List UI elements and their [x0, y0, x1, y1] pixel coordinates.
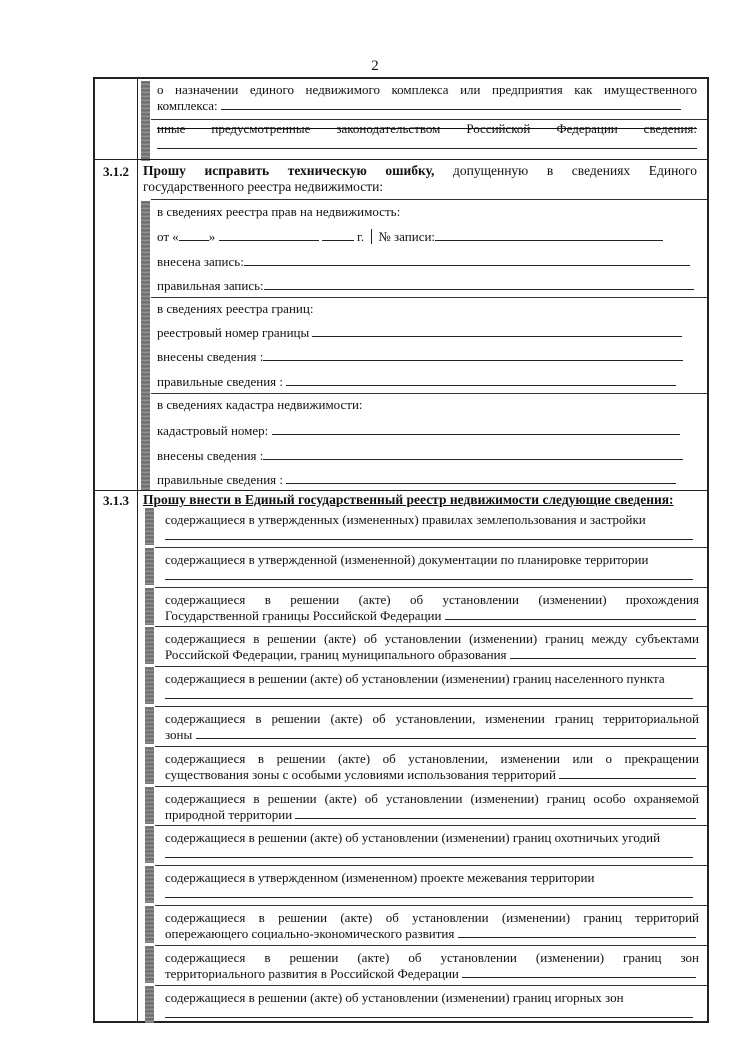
- item-line2: Государственной границы Российской Федерации: [165, 608, 696, 624]
- item-line1: содержащиеся в решении (акте) об установлении (изменении) границ охотничьих угодий: [165, 830, 661, 845]
- row-divider: [155, 825, 707, 826]
- borders-entered: внесены сведения :: [157, 349, 683, 365]
- section-number-3-1-2: 3.1.2: [103, 164, 129, 179]
- scan-strip: [145, 946, 154, 983]
- row-divider: [155, 865, 707, 866]
- scan-strip: [145, 707, 154, 744]
- row-divider: [155, 706, 707, 707]
- item-line1: содержащиеся в решении (акте) об установлении (изменении) границ игорных зон: [165, 990, 624, 1005]
- scan-strip: [145, 667, 154, 704]
- row-divider: [155, 666, 707, 667]
- row-divider: [151, 297, 707, 298]
- scan-strip: [145, 627, 154, 664]
- cadastre-entered: внесены сведения :: [157, 448, 683, 464]
- item-line2: [165, 528, 693, 544]
- section-divider: [95, 490, 707, 491]
- item-line1: содержащиеся в решении (акте) об установлении, изменении или о прекращении: [165, 751, 699, 766]
- scan-strip: [145, 986, 154, 1023]
- cadastre-heading: в сведениях кадастра недвижимости:: [157, 397, 363, 412]
- top-item2: иные предусмотренные законодательством Российской Федерации сведения:: [157, 121, 697, 136]
- item-line2: зоны: [165, 727, 696, 743]
- rights-date-row: от « » г. № записи:: [157, 229, 663, 245]
- section-3-1-2-title: Прошу исправить техническую ошибку, допущенную в сведениях Единого государственного реестра недвижимости:: [143, 163, 697, 194]
- item-line1: содержащиеся в утвержденном (измененном) проекте межевания территории: [165, 870, 595, 885]
- section-divider: [95, 159, 707, 160]
- row-divider: [155, 945, 707, 946]
- item-line1: содержащиеся в утвержденной (измененной) документации по планировке территории: [165, 552, 649, 567]
- rights-entered: внесена запись:: [157, 254, 690, 270]
- record-number-label: № записи:: [371, 229, 435, 244]
- scan-strip: [145, 906, 154, 943]
- top-item1-line2: комплекса:: [157, 98, 681, 114]
- cadastre-number: кадастровый номер:: [157, 423, 680, 439]
- item-line2: [165, 886, 693, 902]
- scan-strip: [141, 81, 150, 161]
- section-number-3-1-3: 3.1.3: [103, 493, 129, 508]
- number-column-divider: [137, 79, 138, 1021]
- scan-strip: [145, 508, 154, 545]
- item-line2: [165, 687, 693, 703]
- row-divider: [151, 119, 707, 120]
- scan-strip: [145, 588, 154, 625]
- item-line1: содержащиеся в решении (акте) об установлении (изменении) границ зон: [165, 950, 699, 965]
- rights-correct: правильная запись:: [157, 278, 694, 294]
- scan-strip: [145, 787, 154, 824]
- scan-strip: [145, 826, 154, 863]
- rights-heading: в сведениях реестра прав на недвижимость:: [157, 204, 401, 219]
- item-line1: содержащиеся в решении (акте) об установлении (изменении) границ между субъектами: [165, 631, 699, 646]
- top-item2-blank: [157, 137, 697, 153]
- row-divider: [155, 905, 707, 906]
- row-divider: [155, 985, 707, 986]
- item-line2: природной территории: [165, 807, 696, 823]
- item-line1: содержащиеся в решении (акте) об установлении (изменении) границ особо охраняемой: [165, 791, 699, 806]
- page-number: 2: [371, 58, 379, 74]
- form-frame: [93, 77, 709, 1023]
- row-divider: [155, 587, 707, 588]
- item-line2: территориального развития в Российской Федерации: [165, 966, 696, 982]
- top-item1-line1: о назначении единого недвижимого комплекса или предприятия как имущественного: [157, 82, 697, 97]
- row-divider: [151, 199, 707, 200]
- scan-strip: [145, 747, 154, 784]
- row-divider: [155, 547, 707, 548]
- row-divider: [151, 393, 707, 394]
- scan-strip: [145, 866, 154, 903]
- item-line1: содержащиеся в утвержденных (измененных) правилах землепользования и застройки: [165, 512, 646, 527]
- row-divider: [155, 626, 707, 627]
- scan-strip: [141, 201, 150, 491]
- item-line2: [165, 1006, 693, 1022]
- item-line1: содержащиеся в решении (акте) об установлении, изменении границ территориальной: [165, 711, 699, 726]
- borders-reg-no: реестровый номер границы: [157, 325, 682, 341]
- item-line2: опережающего социально-экономического развития: [165, 926, 696, 942]
- item-line2: [165, 568, 693, 584]
- item-line1: содержащиеся в решении (акте) об установлении (изменении) границ территорий: [165, 910, 699, 925]
- item-line2: [165, 846, 693, 862]
- item-line1: содержащиеся в решении (акте) об установлении (изменении) границ населенного пункта: [165, 671, 665, 686]
- section-3-1-3-title: Прошу внести в Единый государственный реестр недвижимости следующие сведения:: [143, 492, 674, 507]
- item-line2: существования зоны с особыми условиями использования территорий: [165, 767, 696, 783]
- borders-heading: в сведениях реестра границ:: [157, 301, 314, 316]
- item-line2: Российской Федерации, границ муниципального образования: [165, 647, 696, 663]
- row-divider: [155, 786, 707, 787]
- cadastre-correct: правильные сведения :: [157, 472, 676, 488]
- scan-strip: [145, 548, 154, 585]
- item-line1: содержащиеся в решении (акте) об установлении (изменении) прохождения: [165, 592, 699, 607]
- borders-correct: правильные сведения :: [157, 374, 676, 390]
- row-divider: [155, 746, 707, 747]
